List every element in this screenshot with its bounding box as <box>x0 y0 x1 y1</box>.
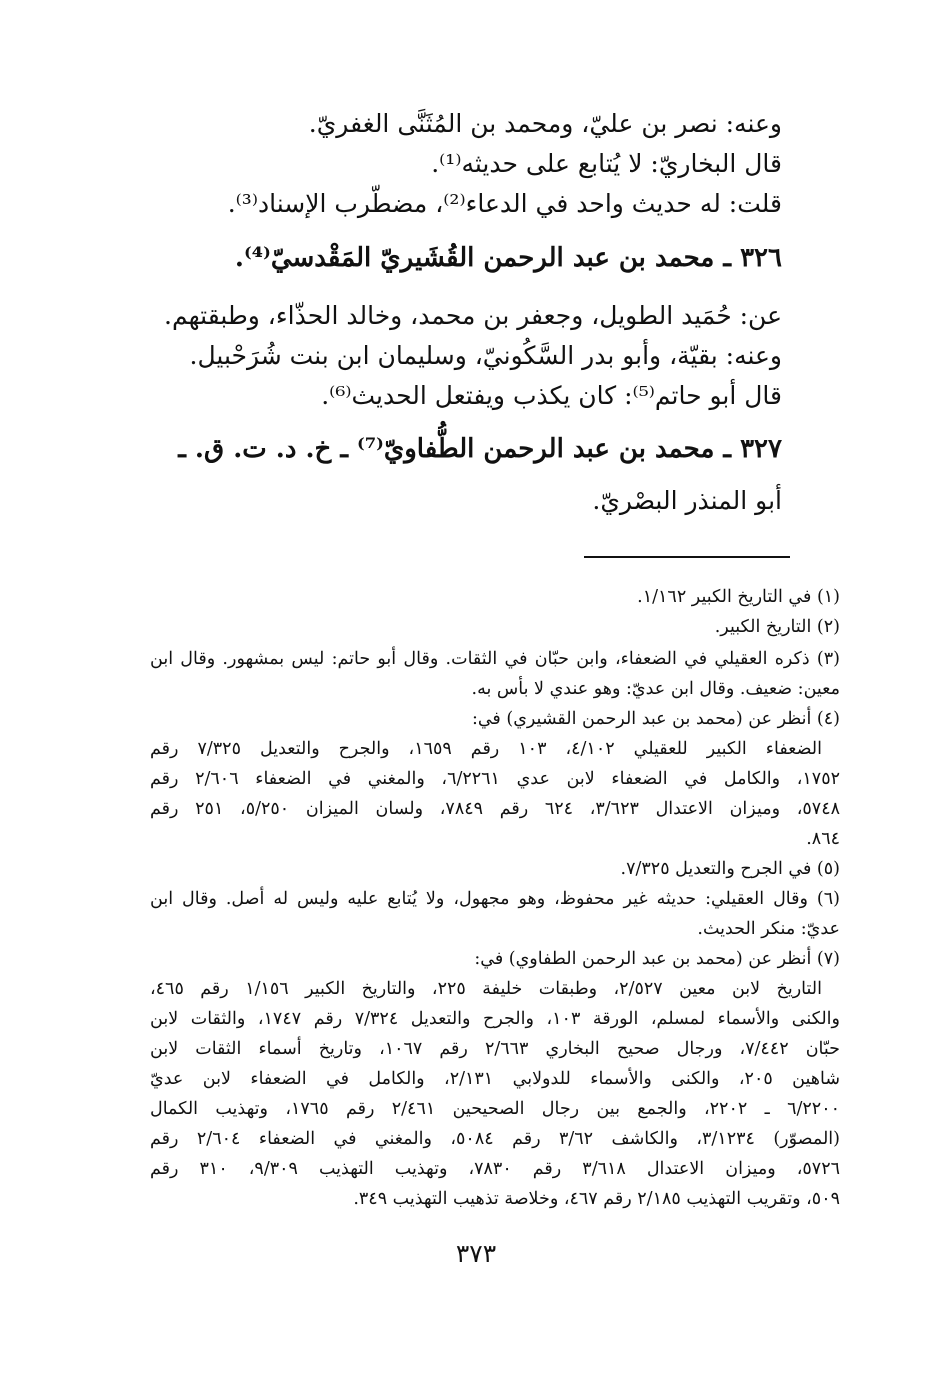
footnote-line: ٥٧٢٦، وميزان الاعتدال ٣/٦١٨ رقم ٧٨٣٠، وتهذيب التهذيب ٩/٣٠٩، ٣١٠ رقم <box>150 1159 840 1179</box>
text-line: قال أبو حاتم⁽⁵⁾: كان يكذب ويفتعل الحديث⁽⁶⁾. <box>321 381 782 410</box>
entry-heading-326: ٣٢٦ ـ محمد بن عبد الرحمن القُشَيريّ المَقْدسيّ⁽⁴⁾. <box>234 243 782 273</box>
text-line: قلت: له حديث واحد في الدعاء⁽²⁾، مضطّرب الإسناد⁽³⁾. <box>227 189 782 218</box>
footnote-line: (٣) ذكره العقيلي في الضعفاء، وابن حبّان في الثقات. وقال أبو حاتم: ليس بمشهور. وقال ابن <box>150 649 840 669</box>
footnote-line: ١٧٥٢، والكامل في الضعفاء لابن عدي ٦/٢٢٦١، والمغني في الضعفاء ٢/٦٠٦ رقم <box>150 769 840 789</box>
entry-heading-327: ٣٢٧ ـ محمد بن عبد الرحمن الطُّفاويّ⁽⁷⁾ ـ خ. د. ت. ق. ـ <box>178 434 782 464</box>
footnote-line: (٤) أنظر عن (محمد بن عبد الرحمن القشيري) في: <box>471 709 840 729</box>
footnote-line: ٥٠٩، وتقريب التهذيب ٢/١٨٥ رقم ٤٦٧، وخلاصة تذهيب التهذيب ٣٤٩. <box>353 1189 840 1209</box>
footnote-line: (١) في التاريخ الكبير ١/١٦٢. <box>637 587 840 607</box>
footnote-line: ٨٦٤. <box>806 829 840 849</box>
footnote-line: معين: ضعيف. وقال ابن عديّ: وهو عندي لا بأس به. <box>471 679 840 699</box>
footnote-line: شاهين ٢٠٥، والكنى والأسماء للدولابي ٢/١٣١، والكامل في الضعفاء لابن عديّ <box>150 1069 840 1089</box>
footnote-line: (٧) أنظر عن (محمد بن عبد الرحمن الطفاوي) في: <box>474 949 840 969</box>
text-line: وعنه: بقيّة، وأبو بدر السَّكُونيّ، وسليمان ابن بنت شُرَحْبيل. <box>189 341 782 370</box>
footnote-line: (٦) وقال العقيلي: حديثه غير محفوظ، وهو مجهول، ولا يُتابع عليه وليس له أصل. وقال ابن <box>150 889 840 909</box>
text-line: عن: حُمَيد الطويل، وجعفر بن محمد، وخالد الحذّاء، وطبقتهم. <box>164 301 782 330</box>
footnote-separator <box>584 556 790 558</box>
footnote-line: (٢) التاريخ الكبير. <box>714 617 840 637</box>
footnote-line: والكنى والأسماء لمسلم، الورقة ١٠٣، والجرح والتعديل ٧/٣٢٤ رقم ١٧٤٧، والثقات لابن <box>150 1009 840 1029</box>
footnote-line: عديّ: منكر الحديث. <box>697 919 840 939</box>
footnote-line: الضعفاء الكبير للعقيلي ٤/١٠٢، ١٠٣ رقم ١٦٥٩، والجرح والتعديل ٧/٣٢٥ رقم <box>150 739 822 759</box>
footnote-line: (المصوّر) ٣/١٢٣٤، والكاشف ٣/٦٢ رقم ٥٠٨٤، والمغني في الضعفاء ٢/٦٠٤ رقم <box>150 1129 840 1149</box>
footnote-line: (٥) في الجرح والتعديل ٧/٣٢٥. <box>620 859 840 879</box>
footnote-line: ٦/٢٢٠٠ ـ ٢٢٠٢، والجمع بين رجال الصحيحين ٢/٤٦١ رقم ١٧٦٥، وتهذيب الكمال <box>150 1099 840 1119</box>
footnote-line: التاريخ لابن معين ٢/٥٢٧، وطبقات خليفة ٢٢٥، والتاريخ الكبير ١/١٥٦ رقم ٤٦٥، <box>150 979 822 999</box>
footnote-line: ٥٧٤٨، وميزان الاعتدال ٣/٦٢٣، ٦٢٤ رقم ٧٨٤٩، ولسان الميزان ٥/٢٥٠، ٢٥١ رقم <box>150 799 840 819</box>
text-line: وعنه: نصر بن عليّ، ومحمد بن المُثَنَّى الغفريّ. <box>308 109 782 138</box>
page-number: ٣٧٣ <box>455 1239 497 1268</box>
footnote-line: حبّان ٧/٤٤٢، ورجال صحيح البخاري ٢/٦٦٣ رقم ١٠٦٧، وتاريخ أسماء الثقات لابن <box>150 1039 840 1059</box>
text-line: أبو المنذر البصْريّ. <box>592 486 782 515</box>
text-line: قال البخاريّ: لا يُتابع على حديثه⁽¹⁾. <box>431 149 782 178</box>
